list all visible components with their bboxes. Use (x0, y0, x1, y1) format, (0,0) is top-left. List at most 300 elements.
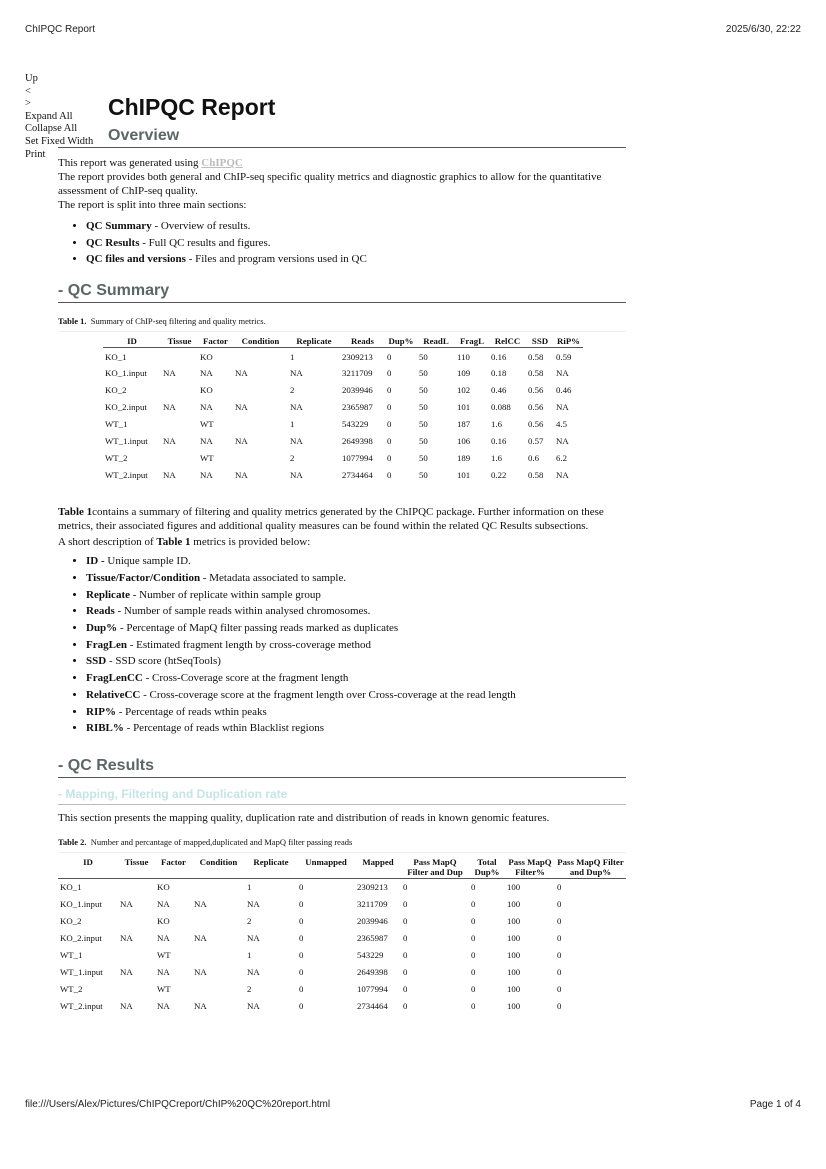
list-item-text: - Files and program versions used in QC (185, 253, 367, 266)
column-header[interactable]: Condition (241, 336, 280, 347)
table-row (103, 416, 583, 433)
mapping-description: This section presents the mapping quality, duplication rate and distribution of reads in known genomic features. (58, 811, 550, 824)
summary-table (103, 336, 583, 483)
list-item (86, 670, 626, 687)
table-row (58, 878, 626, 895)
table-cell: 187 (457, 419, 471, 430)
table-cell: 0 (403, 966, 408, 977)
list-item-term: RIBL% (86, 722, 124, 735)
list-item-text: - Percentage of reads wthin peaks (115, 705, 267, 718)
table-cell: 50 (419, 436, 428, 446)
print-footer-path: file:///Users/Alex/Pictures/ChIPQCreport/ChIP%20QC%20report.html (25, 1099, 331, 1110)
table-cell: 1077994 (357, 983, 388, 994)
table-cell: 50 (419, 469, 428, 480)
table-cell: 0 (299, 899, 304, 910)
list-item-text: - Overview of results. (151, 220, 251, 232)
table-cell: 0 (471, 1000, 476, 1011)
table-cell: 1.6 (491, 452, 502, 463)
print-header-datetime: 2025/6/30, 22:22 (725, 24, 801, 35)
list-item-term: Reads (86, 605, 115, 618)
table-row (58, 913, 626, 930)
table-cell: 100 (507, 1000, 521, 1011)
list-item-text: - Metadata associated to sample. (200, 571, 347, 584)
overview-description: The report provides both general and ChIP-seq specific quality metrics and diagnostic graphics to allow for the quantitative assessment of ChIP-seq quality. (58, 171, 602, 197)
table-cell: WT (157, 983, 171, 994)
table-cell: KO (157, 882, 170, 893)
table-cell: 50 (419, 351, 428, 362)
table-cell: 0 (557, 966, 562, 977)
table-cell: 0 (557, 983, 562, 994)
table-cell: 0 (471, 949, 476, 960)
table1-caption-label: Table 1. (58, 316, 87, 327)
table-cell: 4.5 (556, 419, 567, 430)
table-cell: 100 (507, 899, 521, 910)
table-cell: 2365987 (357, 933, 388, 944)
table-cell: 50 (419, 368, 428, 379)
table-cell: NA (235, 436, 248, 446)
table-cell: WT (200, 452, 214, 463)
table-cell: WT_2 (105, 452, 128, 463)
list-item (86, 570, 626, 587)
list-item (86, 603, 626, 620)
table-cell: 2039946 (357, 916, 388, 927)
overview-sections-list (58, 218, 626, 268)
list-item (86, 637, 626, 654)
table-cell: 100 (507, 933, 521, 944)
table-cell (233, 348, 288, 365)
column-header[interactable]: Replicate (253, 856, 289, 867)
column-header[interactable]: Mapped (362, 856, 394, 867)
table-cell: 0 (403, 949, 408, 960)
column-header[interactable]: Dup% (388, 336, 414, 347)
table-cell: KO_1.input (105, 368, 147, 379)
table-cell: 0.56 (528, 402, 544, 413)
table-cell: WT_1.input (60, 966, 103, 977)
table-row (103, 382, 583, 399)
list-item-term: RelativeCC (86, 688, 141, 701)
column-header[interactable]: Condition (199, 856, 238, 867)
table-cell: 100 (507, 949, 521, 960)
table-cell: NA (200, 469, 213, 480)
table-cell: 0.18 (491, 368, 507, 379)
table-cell: NA (290, 368, 303, 379)
table-cell: 0 (557, 933, 562, 944)
table-cell: NA (120, 899, 133, 910)
table-cell: 0.56 (528, 419, 544, 430)
list-item-term: QC Results (86, 236, 140, 249)
table-cell: 543229 (357, 949, 384, 960)
table-cell: 0 (299, 949, 304, 960)
print-footer-page: Page 1 of 4 (749, 1099, 801, 1110)
table-cell: 1077994 (342, 452, 373, 463)
table-cell: WT_1 (60, 949, 83, 960)
list-item-term: Dup% (86, 622, 118, 635)
table-cell: KO_1 (60, 882, 82, 893)
list-item-term: Tissue/Factor/Condition (86, 571, 201, 584)
table-cell: 106 (457, 436, 471, 446)
table-cell: 0 (387, 452, 392, 463)
table-cell: 1.6 (491, 419, 502, 430)
list-item-text: - Cross-coverage score at the fragment length over Cross-coverage at the read length (140, 688, 516, 701)
table-cell: 1 (290, 351, 295, 362)
table-cell: 0 (403, 983, 408, 994)
table-cell: 2039946 (342, 385, 373, 396)
nav-up[interactable]: Up (25, 73, 38, 84)
table-cell: 0.46 (491, 385, 507, 396)
section-heading-qc-summary[interactable]: - QC Summary (58, 282, 626, 303)
column-header[interactable]: ReadL (423, 336, 449, 347)
table-cell: 2309213 (342, 351, 373, 362)
table-cell: 3211709 (357, 899, 388, 910)
list-item (86, 653, 626, 670)
table-cell: WT_1 (105, 419, 128, 430)
table-cell (192, 980, 245, 997)
table-cell (118, 947, 155, 964)
section-heading-qc-results[interactable]: - QC Results (58, 757, 626, 778)
table-cell: NA (120, 933, 133, 944)
table1-caption-text: Summary of ChIP-seq filtering and quality metrics. (90, 316, 266, 327)
table-cell: NA (290, 469, 303, 480)
table1-description (58, 505, 626, 533)
table-cell: KO (157, 916, 170, 927)
table-cell: 0 (299, 983, 304, 994)
column-header[interactable]: ID (127, 336, 137, 347)
table-cell: 0 (387, 368, 392, 379)
table-cell: NA (194, 933, 207, 944)
column-header[interactable]: Replicate (296, 336, 332, 347)
intro-text (58, 156, 626, 170)
table-cell: WT_1.input (105, 436, 148, 446)
metrics-intro (58, 535, 626, 549)
table-cell: NA (163, 436, 176, 446)
table-cell: NA (120, 966, 133, 977)
table-cell: 0 (557, 916, 562, 927)
table-cell: 0 (387, 469, 392, 480)
list-item-term: ID - (86, 555, 105, 568)
table-cell: 2 (290, 452, 295, 463)
table1-ref: Table 1 (58, 506, 93, 519)
table-cell (233, 416, 288, 433)
list-item-text: - Full QC results and figures. (139, 236, 271, 249)
table-cell: 0 (387, 385, 392, 396)
list-item (86, 620, 626, 637)
table-cell: 0.57 (528, 436, 544, 446)
table-cell: 2649398 (357, 966, 388, 977)
table-cell: NA (290, 436, 303, 446)
table-cell (118, 878, 155, 895)
table-cell: KO_1.input (60, 899, 102, 910)
page-title: ChIPQC Report (108, 94, 276, 120)
table-cell: 50 (419, 419, 428, 430)
table-cell: NA (556, 436, 569, 446)
list-item-text: - Number of sample reads within analysed chromosomes. (114, 605, 371, 618)
table-cell: 2 (247, 983, 252, 994)
table-cell: NA (247, 966, 260, 977)
table-cell (233, 449, 288, 466)
section-heading-overview[interactable]: Overview (58, 127, 626, 148)
table-cell: 0 (403, 882, 408, 893)
list-item-term: QC files and versions (86, 253, 186, 266)
table-cell: 0 (557, 949, 562, 960)
table-cell: KO_1 (105, 351, 127, 362)
table-cell: 2734464 (342, 469, 373, 480)
table-cell: 0 (471, 916, 476, 927)
table-cell: 0 (403, 1000, 408, 1011)
list-item-term: RIP% (86, 705, 116, 718)
table-cell: 0 (299, 882, 304, 893)
column-header[interactable]: FragL (460, 336, 484, 347)
list-item-text: - Estimated fragment length by cross-coverage method (126, 638, 372, 651)
table-cell: 0 (299, 966, 304, 977)
table-cell: KO_2 (105, 385, 127, 396)
table-cell: 100 (507, 882, 521, 893)
table-cell: 0.6 (528, 452, 539, 463)
list-item (86, 720, 626, 737)
table-cell: 2309213 (357, 882, 388, 893)
list-item (86, 687, 626, 704)
table-cell: 101 (457, 402, 471, 413)
table-cell: NA (235, 402, 248, 413)
list-item (86, 218, 626, 235)
table-cell: NA (157, 899, 170, 910)
table-row (103, 399, 583, 416)
table-cell: 0 (387, 402, 392, 413)
column-header[interactable]: SSD (531, 336, 549, 347)
table-cell: KO_2 (60, 916, 82, 927)
table-cell: NA (235, 469, 248, 480)
table-cell: 100 (507, 983, 521, 994)
column-header[interactable]: Factor (161, 856, 186, 867)
table-cell (118, 913, 155, 930)
list-item (86, 235, 626, 252)
table-cell: 0 (403, 916, 408, 927)
table-cell: WT_2.input (105, 469, 148, 480)
table-cell (161, 449, 198, 466)
table-cell: WT_2.input (60, 1000, 103, 1011)
table-cell: 0.59 (556, 351, 572, 362)
table-cell (161, 348, 198, 365)
metrics-intro-suffix: metrics is provided below: (190, 536, 311, 549)
chipqc-link[interactable]: ChIPQC (201, 157, 243, 169)
table-cell: 0.088 (491, 402, 511, 413)
table-cell: 0.56 (528, 385, 544, 396)
table-row (103, 348, 583, 365)
column-header[interactable]: Reads (351, 336, 374, 347)
column-header[interactable]: Tissue (167, 336, 192, 347)
nav-previous[interactable]: < (25, 85, 31, 97)
metrics-list (58, 553, 626, 737)
table-cell: 0.22 (491, 469, 507, 480)
table-cell (233, 382, 288, 399)
table-cell: NA (200, 436, 213, 446)
table-cell: 6.2 (556, 452, 567, 463)
table-cell: 0 (403, 933, 408, 944)
column-header[interactable]: Total Dup% (474, 856, 500, 877)
table-cell: 110 (457, 351, 470, 362)
table-row (58, 963, 626, 980)
table-cell: 0.58 (528, 368, 544, 379)
column-header[interactable]: RiP% (557, 336, 580, 347)
table-cell: NA (290, 402, 303, 413)
table-row (103, 466, 583, 483)
table-cell: 189 (457, 452, 471, 463)
table-cell: NA (163, 368, 176, 379)
table-cell: 1 (247, 882, 252, 893)
list-item (86, 587, 626, 604)
table-cell: WT (157, 949, 171, 960)
list-item (86, 553, 626, 570)
column-header[interactable]: Unmapped (305, 856, 347, 867)
table2-caption-text: Number and percantage of mapped,duplicated and MapQ filter passing reads (90, 836, 353, 847)
table-cell: 0.46 (556, 385, 572, 396)
table-row (58, 930, 626, 947)
table-cell: WT (200, 419, 214, 430)
table-cell: 0 (299, 933, 304, 944)
table-cell: 2 (247, 916, 252, 927)
table-cell: 50 (419, 385, 428, 396)
column-header[interactable]: RelCC (494, 336, 521, 347)
table-cell: 0 (557, 1000, 562, 1011)
intro-prefix: This report was generated using (58, 157, 202, 169)
table-cell: 2734464 (357, 1000, 388, 1011)
list-item-text: - Number of replicate within sample group (129, 588, 321, 601)
list-item-text: - Percentage of MapQ filter passing reads marked as duplicates (117, 622, 399, 635)
report-content (58, 94, 626, 1014)
table-cell: KO_2.input (60, 933, 102, 944)
table-cell: NA (247, 899, 260, 910)
table-cell: NA (194, 1000, 207, 1011)
list-item-term: FragLen (86, 638, 127, 651)
table-cell (192, 878, 245, 895)
table-row (103, 449, 583, 466)
table-cell: NA (200, 402, 213, 413)
table-cell: 0 (299, 1000, 304, 1011)
table-row (103, 365, 583, 382)
table-cell: 0 (403, 899, 408, 910)
table-cell: 1 (247, 949, 252, 960)
table-cell (161, 416, 198, 433)
list-item-text: - SSD score (htSeqTools) (106, 655, 221, 668)
table-cell: NA (157, 966, 170, 977)
table-cell: NA (157, 1000, 170, 1011)
nav-collapse-all[interactable]: Collapse All (25, 123, 78, 135)
list-item-term: FragLenCC (86, 672, 143, 685)
table-cell: 0.58 (528, 469, 544, 480)
table-cell: 50 (419, 402, 428, 413)
list-item (86, 251, 626, 268)
table-cell: NA (163, 402, 176, 413)
table-cell (161, 382, 198, 399)
table-cell: NA (194, 899, 207, 910)
table-cell: NA (247, 1000, 260, 1011)
table-cell: 2649398 (342, 436, 373, 446)
table-cell: NA (194, 966, 207, 977)
list-item-term: Replicate (86, 588, 130, 601)
table-row (58, 997, 626, 1014)
table-cell: NA (556, 469, 569, 480)
table-cell: NA (200, 368, 213, 379)
column-header[interactable]: Pass MapQ Filter% (508, 856, 552, 877)
table-cell: 1 (290, 419, 295, 430)
table-cell: 0 (387, 351, 392, 362)
table-cell: NA (120, 1000, 133, 1011)
table-cell: 0.16 (491, 436, 507, 446)
nav-expand-all[interactable]: Expand All (25, 110, 73, 122)
table-cell: 102 (457, 385, 471, 396)
table-cell: NA (157, 933, 170, 944)
table-cell: 543229 (342, 419, 369, 430)
column-header[interactable]: Pass MapQ Filter and Dup% (557, 856, 624, 877)
nav-next[interactable]: > (25, 98, 31, 110)
table-cell: 0 (471, 899, 476, 910)
nav-print[interactable]: Print (25, 148, 46, 160)
table-cell: WT_2 (60, 983, 83, 994)
table-cell: 0 (387, 419, 392, 430)
table-cell: 109 (457, 368, 471, 379)
column-header[interactable]: Pass MapQ Filter and Dup (407, 856, 463, 877)
table-cell: NA (163, 469, 176, 480)
list-item-text: Unique sample ID. (104, 555, 191, 568)
table-cell: 101 (457, 469, 471, 480)
metrics-intro-ref: Table 1 (156, 536, 191, 549)
overview-sections-intro: The report is split into three main sections: (58, 199, 247, 211)
table-cell: 0 (557, 899, 562, 910)
table-cell: 0 (387, 436, 392, 446)
column-header[interactable]: ID (83, 856, 93, 867)
report-nav (25, 73, 93, 161)
mapping-table (58, 857, 626, 1014)
table1-desc-text: contains a summary of filtering and quality metrics generated by the ChIPQC package. Further information on these metrics, their associated figures and additional quality measures can be found within the related QC Results subsections. (58, 506, 604, 533)
table-cell: NA (247, 933, 260, 944)
table2-caption (58, 835, 626, 853)
table-cell: 0 (471, 882, 476, 893)
table-cell: KO (200, 351, 213, 362)
table-row (58, 896, 626, 913)
list-item-text: - Percentage of reads wthin Blacklist regions (123, 722, 324, 735)
list-item (86, 704, 626, 721)
column-header[interactable]: Factor (203, 336, 228, 347)
table-row (103, 433, 583, 450)
metrics-intro-prefix: A short description of (58, 536, 157, 549)
column-header[interactable]: Tissue (124, 856, 149, 867)
table-row (58, 947, 626, 964)
table-cell: 2 (290, 385, 295, 396)
table-cell: 100 (507, 966, 521, 977)
table-cell: 0 (299, 916, 304, 927)
nav-set-fixed-width[interactable]: Set Fixed Width (25, 135, 94, 147)
list-item-term: SSD (86, 655, 107, 668)
table-row (58, 980, 626, 997)
table-cell: KO (200, 385, 213, 396)
table-cell: 3211709 (342, 368, 373, 379)
print-header-title: ChIPQC Report (25, 24, 96, 35)
table-cell: 0 (471, 933, 476, 944)
table-cell (118, 980, 155, 997)
list-item-text: - Cross-Coverage score at the fragment length (142, 672, 349, 685)
table2-caption-label: Table 2. (58, 836, 87, 847)
table-cell (192, 913, 245, 930)
table-cell: NA (235, 368, 248, 379)
table-cell: 100 (507, 916, 521, 927)
subsection-heading-mapping[interactable]: - Mapping, Filtering and Duplication rate (58, 787, 626, 805)
table-cell: KO_2.input (105, 402, 147, 413)
table-cell: NA (556, 368, 569, 379)
table-cell: 0.16 (491, 351, 507, 362)
table-cell: 0 (471, 966, 476, 977)
table-cell: 0 (557, 882, 562, 893)
table-cell: NA (556, 402, 569, 413)
table-cell: 2365987 (342, 402, 373, 413)
